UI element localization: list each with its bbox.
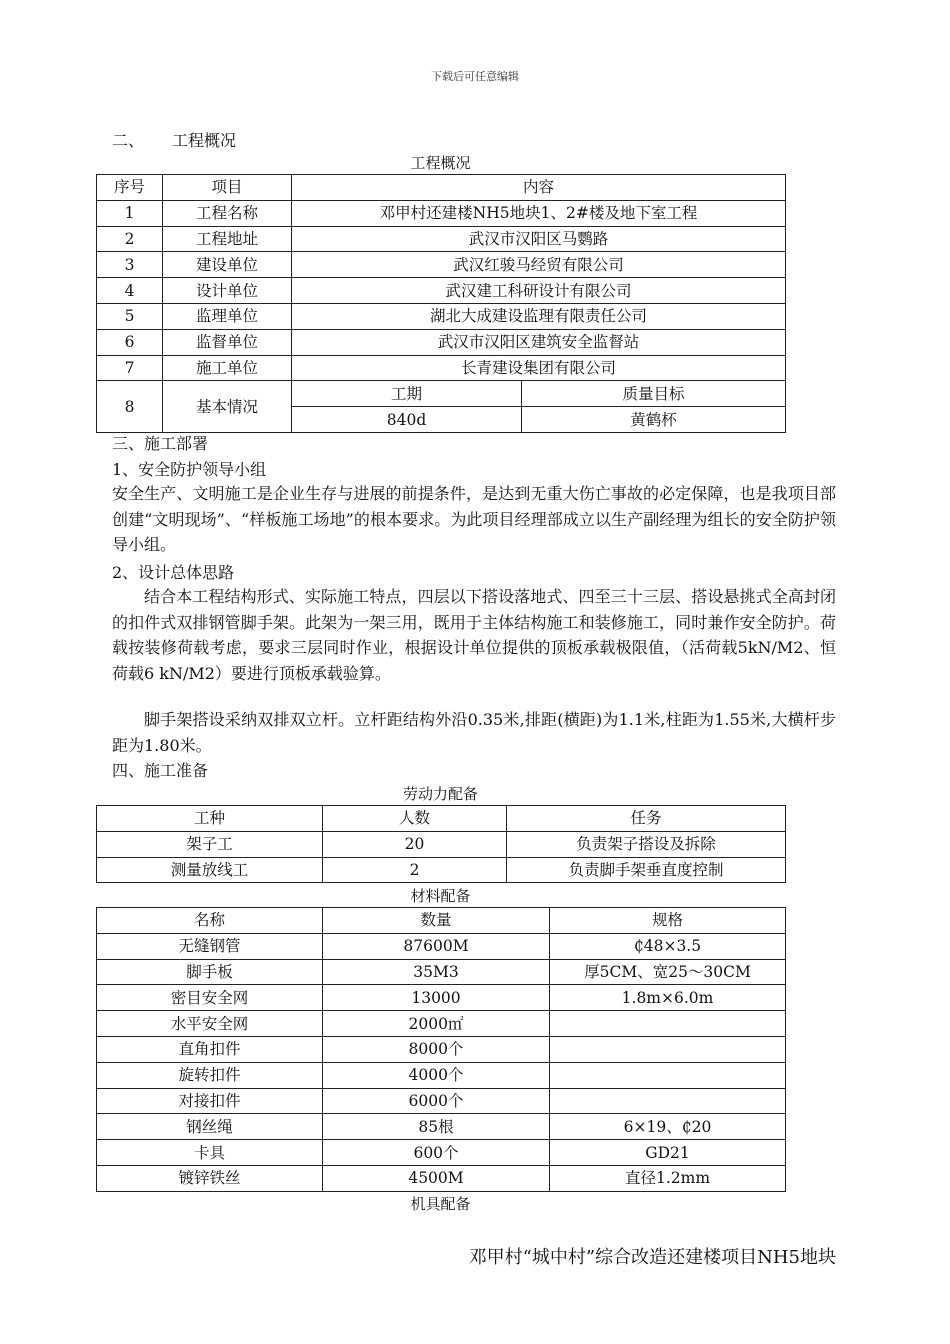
cell: 武汉红骏马经贸有限公司 [292,252,786,278]
cell: 4500M [323,1165,550,1191]
table-header-row [97,908,786,934]
cell: 6 [97,329,163,355]
cell: 7 [97,355,163,381]
header-cell: 名称 [97,908,323,934]
cell: 无缝钢管 [97,933,323,959]
table-row [97,831,786,857]
header-cell: 内容 [292,175,786,201]
cell: 4000个 [323,1062,550,1088]
cell: 长青建设集团有限公司 [292,355,786,381]
cell: 武汉市汉阳区建筑安全监督站 [292,329,786,355]
table-row [97,226,786,252]
cell: 测量放线工 [97,857,323,883]
header-cell: 人数 [323,806,507,832]
cell: 监理单位 [163,303,292,329]
table-row [97,1088,786,1114]
cell: 武汉市汉阳区马鹦路 [292,226,786,252]
cell [550,1011,786,1037]
cell: 20 [323,831,507,857]
header-cell: 项目 [163,175,292,201]
cell: 基本情况 [163,381,292,433]
labor-table [96,805,786,883]
cell: 工程地址 [163,226,292,252]
section-3-title: 三、施工部署 [112,434,209,453]
cell: 2 [323,857,507,883]
subsection-2-paragraph-1: 结合本工程结构形式、实际施工特点，四层以下搭设落地式、四至三十三层、搭设悬挑式全高封闭的扣件式双排钢管脚手架。此架为一架三用，既用于主体结构施工和装修施工，同时兼作安全防护。荷载按装修荷载考虑，要求三层同时作业，根据设计单位提供的顶板承载极限值，（活荷载5kN/M2、恒荷载6 kN/M2）要进行顶板承载验算。 [112,587,836,684]
table-header-row [97,806,786,832]
table-row [97,933,786,959]
cell: 6×19、₵20 [550,1114,786,1140]
cell: 6000个 [323,1088,550,1114]
cell: 1.8m×6.0m [550,985,786,1011]
table-row [97,1114,786,1140]
labor-caption: 劳动力配备 [402,785,478,803]
materials-caption: 材料配备 [410,887,471,905]
cell: 工期 [292,381,522,407]
cell: 黄鹤杯 [522,407,786,433]
cell: 87600M [323,933,550,959]
cell: 密目安全网 [97,985,323,1011]
section-2-number: 二、 [112,131,145,150]
cell: 35M3 [323,959,550,985]
cell: 直角扣件 [97,1036,323,1062]
table-header-row [97,175,786,201]
table-row [97,252,786,278]
overview-table [96,174,786,433]
cell: 旋转扣件 [97,1062,323,1088]
table-row [97,329,786,355]
table-row [97,303,786,329]
cell: 85根 [323,1114,550,1140]
page-footer: 邓甲村“城中村”综合改造还建楼项目NH5地块 [468,1247,836,1268]
cell: 对接扣件 [97,1088,323,1114]
cell [550,1036,786,1062]
table-row [97,1062,786,1088]
subsection-2-paragraph-2: 脚手架搭设采纳双排双立杆。立杆距结构外沿0.35米,排距(横距)为1.1米,柱距为1.55米,大横杆步距为1.80米。 [112,710,836,755]
cell: 13000 [323,985,550,1011]
cell [550,1062,786,1088]
cell: 4 [97,278,163,304]
table-row [97,1140,786,1166]
cell: 监督单位 [163,329,292,355]
header-cell: 数量 [323,908,550,934]
cell: 邓甲村还建楼NH5地块1、2#楼及地下室工程 [292,200,786,226]
cell: 2000㎡ [323,1011,550,1037]
header-cell: 规格 [550,908,786,934]
cell: 厚5CM、宽25～30CM [550,959,786,985]
materials-table [96,907,786,1192]
header-cell: 工种 [97,806,323,832]
table-row [97,857,786,883]
cell: 施工单位 [163,355,292,381]
cell: 3 [97,252,163,278]
overview-caption: 工程概况 [410,154,471,172]
section-2-heading [112,128,236,151]
cell: 8000个 [323,1036,550,1062]
cell: ₵48×3.5 [550,933,786,959]
cell: 架子工 [97,831,323,857]
cell: 设计单位 [163,278,292,304]
header-cell: 序号 [97,175,163,201]
equipment-caption: 机具配备 [410,1195,471,1213]
section-2-title: 工程概况 [172,131,237,150]
header-note: 下载后可任意编辑 [431,70,519,83]
cell: 建设单位 [163,252,292,278]
header-cell: 任务 [507,806,786,832]
table-row [97,985,786,1011]
subsection-1-text: 安全生产、文明施工是企业生存与进展的前提条件，是达到无重大伤亡事故的必定保障，也是我项目部创建“文明现场”、“样板施工场地”的根本要求。为此项目经理部成立以生产副经理为组长的安全防护领导小组。 [112,484,836,555]
table-row [97,1165,786,1191]
cell [550,1088,786,1114]
table-row [97,1036,786,1062]
subsection-2-title: 2、设计总体思路 [112,563,235,582]
table-row [97,355,786,381]
table-row [97,959,786,985]
cell: 武汉建工科研设计有限公司 [292,278,786,304]
cell: 工程名称 [163,200,292,226]
section-4-title: 四、施工准备 [112,761,209,780]
cell: 负责脚手架垂直度控制 [507,857,786,883]
cell: 2 [97,226,163,252]
cell: 脚手板 [97,959,323,985]
table-row [97,278,786,304]
cell: 镀锌铁丝 [97,1165,323,1191]
cell: 负责架子搭设及拆除 [507,831,786,857]
cell: 8 [97,381,163,433]
cell: 840d [292,407,522,433]
cell: 600个 [323,1140,550,1166]
cell: 钢丝绳 [97,1114,323,1140]
table-row [97,381,786,407]
cell: GD21 [550,1140,786,1166]
cell: 湖北大成建设监理有限责任公司 [292,303,786,329]
cell: 质量目标 [522,381,786,407]
cell: 水平安全网 [97,1011,323,1037]
cell: 5 [97,303,163,329]
cell: 1 [97,200,163,226]
subsection-1-title: 1、安全防护领导小组 [112,460,267,479]
table-row [97,1011,786,1037]
cell: 卡具 [97,1140,323,1166]
cell: 直径1.2mm [550,1165,786,1191]
table-row [97,200,786,226]
